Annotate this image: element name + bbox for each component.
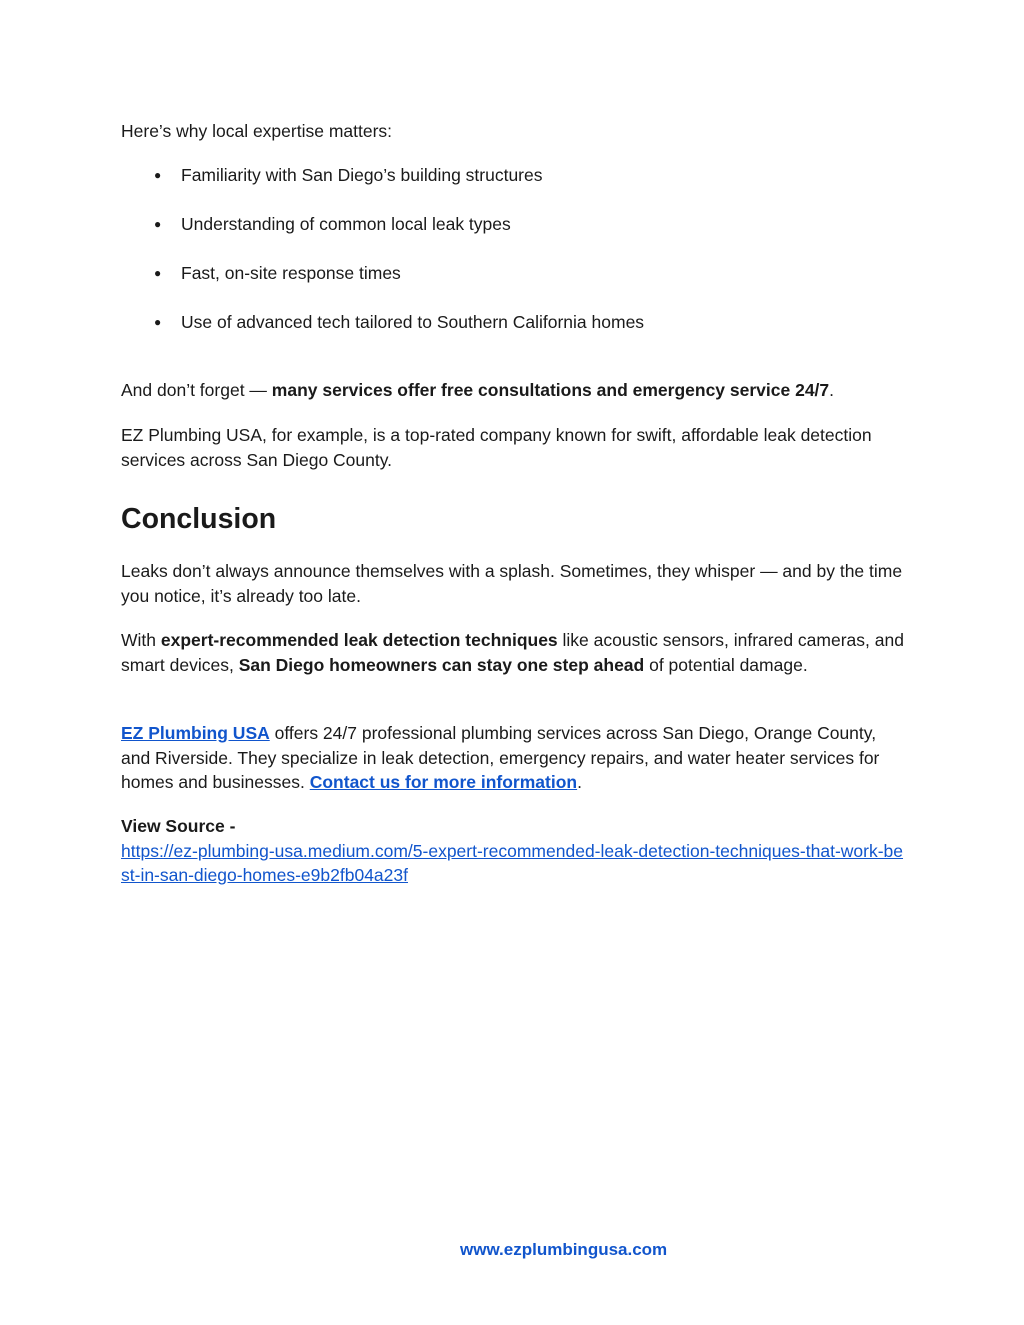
services-tail: . [577, 772, 582, 792]
services-text: offers 24/7 professional plumbing services across San Diego, Orange County, and Riverside. They specialize in leak detection, emergency repairs, and water heater services for homes and businesses. [121, 723, 880, 792]
list-item-text: Use of advanced tech tailored to Southern California homes [181, 312, 645, 332]
services-paragraph [121, 721, 906, 795]
expertise-list [121, 162, 644, 358]
list-item [121, 309, 644, 358]
bullet-icon: ● [154, 315, 162, 329]
source-url-link[interactable]: https://ez-plumbing-usa.medium.com/5-expert-recommended-leak-detection-techniques-that-work-best-in-san-diego-homes-e9b2fb04a23f [121, 840, 904, 885]
source-paragraph [121, 814, 906, 888]
leaks-paragraph: Leaks don’t always announce themselves with a splash. Sometimes, they whisper — and by the time you notice, it’s already too late. [121, 561, 903, 606]
intro-text: Here’s why local expertise matters: [121, 121, 393, 141]
techniques-highlight: expert-recommended leak detection techniques [160, 630, 558, 650]
view-source-label: View Source - [121, 816, 236, 836]
dont-forget-lead: And don’t forget — [121, 380, 272, 400]
bullet-icon: ● [154, 217, 162, 231]
bullet-icon: ● [154, 266, 162, 280]
techniques-paragraph [121, 628, 906, 677]
list-item [121, 162, 644, 211]
list-item [121, 260, 644, 309]
dont-forget-highlight: many services offer free consultations and emergency service 24/7 [271, 380, 830, 400]
techniques-mid: like acoustic sensors, infrared cameras, and smart devices, [121, 630, 904, 675]
list-item-text: Fast, on-site response times [181, 263, 401, 283]
list-item-text: Familiarity with San Diego’s building structures [181, 165, 543, 185]
list-item [121, 211, 644, 260]
techniques-tail: of potential damage. [644, 654, 808, 675]
contact-us-link[interactable]: Contact us for more information [309, 772, 578, 792]
techniques-lead: With [121, 630, 161, 650]
dont-forget-tail: . [829, 380, 835, 400]
ez-example-paragraph: EZ Plumbing USA, for example, is a top-rated company known for swift, affordable leak detection services across San Diego County. [121, 425, 872, 470]
footer-website-link[interactable]: www.ezplumbingusa.com [460, 1240, 668, 1259]
dont-forget-paragraph [121, 378, 834, 403]
bullet-icon: ● [154, 168, 162, 182]
list-item-text: Understanding of common local leak types [181, 214, 511, 234]
conclusion-heading: Conclusion [121, 503, 277, 535]
homeowners-highlight: San Diego homeowners can stay one step ahead [238, 654, 645, 675]
ez-plumbing-link[interactable]: EZ Plumbing USA [121, 723, 270, 743]
